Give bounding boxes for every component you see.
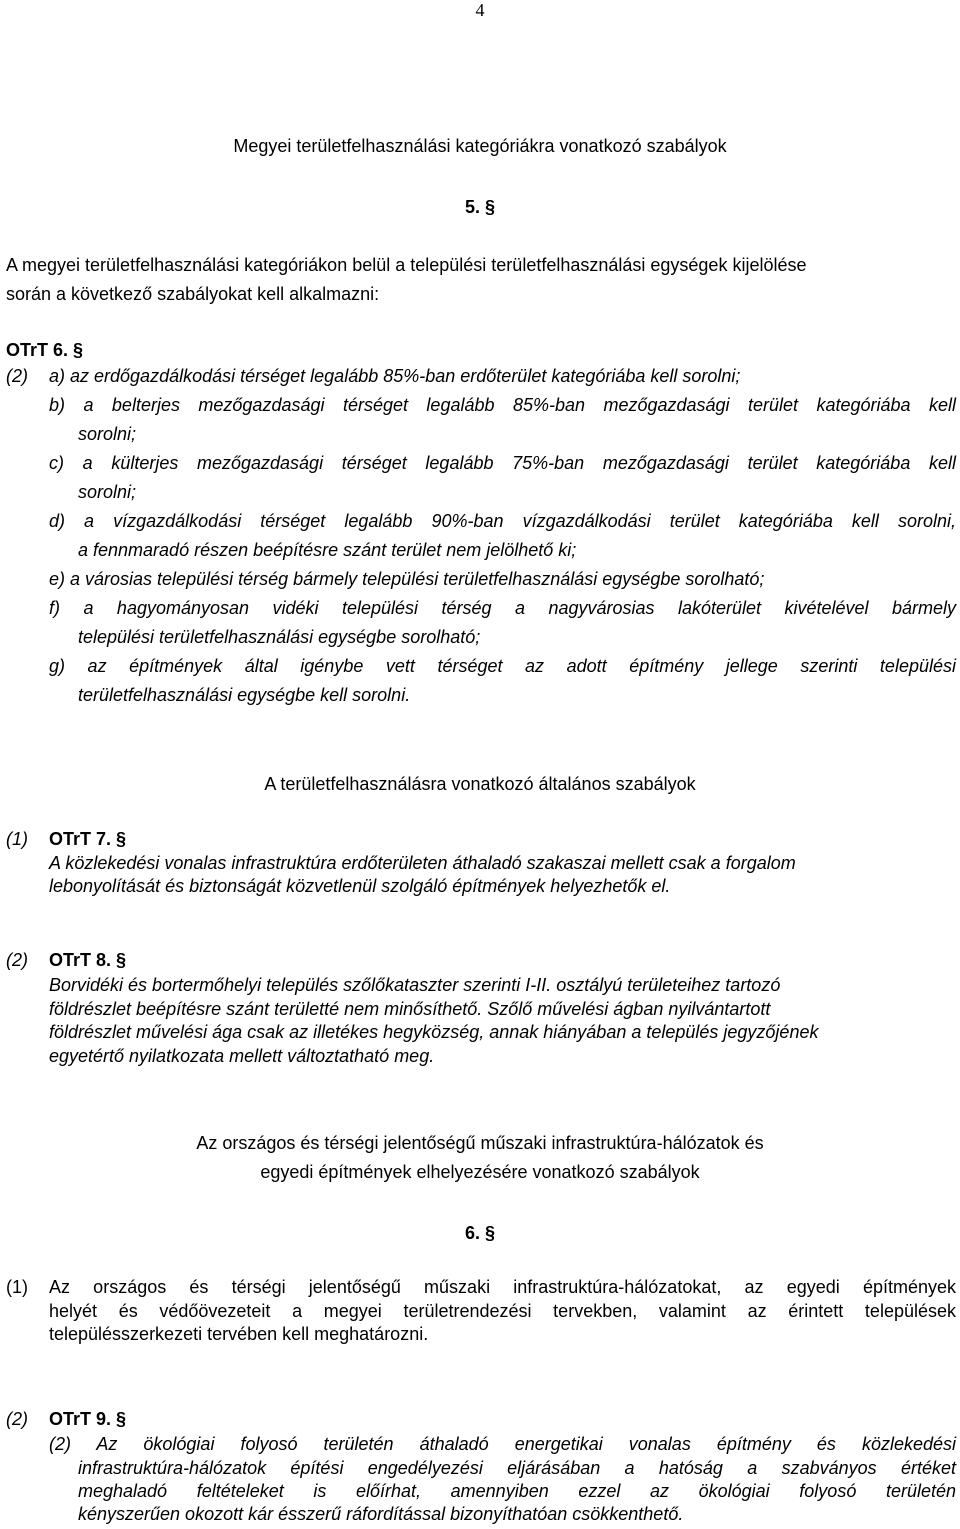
- otrt6-reference: OTrT 6. §: [6, 340, 84, 360]
- para6-subsection1-number: (1): [6, 1277, 28, 1297]
- otrt8-subsection-number: (2): [6, 950, 28, 970]
- infrastructure-heading-line2: egyedi építmények elhelyezésére vonatkozó szabályok: [260, 1162, 700, 1182]
- otrt8-line3: földrészlet művelési ága csak az illetékes hegyközség, annak hiányában a település jegyzőjének: [49, 1022, 819, 1042]
- otrt9-line2: infrastruktúra-hálózatok építési engedélyezési eljárásában a hatóság a szabványos értéket: [78, 1458, 956, 1478]
- otrt8-reference: OTrT 8. §: [49, 950, 127, 970]
- para6-subsection1-line2: helyét és védőövezeteit a megyei területrendezési tervekben, valamint az érintett települések: [49, 1301, 956, 1321]
- otrt6-item-f-line2: települési területfelhasználási egységbe sorolható;: [78, 627, 481, 647]
- otrt9-line4: kényszerűen okozott kár ésszerű ráfordítással bizonyíthatóan csökkenthető.: [78, 1504, 684, 1524]
- otrt6-item-c-line1: c) a külterjes mezőgazdasági térséget legalább 75%-ban mezőgazdasági terület kategóriába kell: [49, 453, 956, 473]
- para6-subsection1-line3: településszerkezeti tervében kell meghatározni.: [49, 1324, 429, 1344]
- otrt6-item-c-line2: sorolni;: [78, 482, 137, 502]
- paragraph-5-number: 5. §: [464, 197, 496, 217]
- para5-intro-line1: A megyei területfelhasználási kategóriákon belül a települési területfelhasználási egységek kijelölése: [6, 255, 807, 275]
- otrt9-reference: OTrT 9. §: [49, 1409, 127, 1429]
- otrt8-line2: földrészlet beépítésre szánt területté nem minősíthető. Szőlő művelési ágban nyilvántartott: [49, 999, 771, 1019]
- otrt6-item-b-line1: b) a belterjes mezőgazdasági térséget legalább 85%-ban mezőgazdasági terület kategóriába kell: [49, 395, 956, 415]
- otrt6-item-e: e) a városias települési térség bármely települési területfelhasználási egységbe sorolható;: [49, 569, 765, 589]
- otrt6-item-f-line1: f) a hagyományosan vidéki települési térség a nagyvárosias lakóterület kivételével bármely: [49, 598, 956, 618]
- otrt7-reference: OTrT 7. §: [49, 829, 127, 849]
- otrt6-item-g-line2: területfelhasználási egységbe kell sorolni.: [78, 685, 411, 705]
- otrt9-line3: meghaladó feltételeket is előírhat, amennyiben ezzel az ökológiai folyosó területén: [78, 1481, 956, 1501]
- otrt9-subsection-number: (2): [6, 1409, 28, 1429]
- para5-intro-line2: során a következő szabályokat kell alkalmazni:: [6, 284, 380, 304]
- para6-subsection1-line1: Az országos és térségi jelentőségű műszaki infrastruktúra-hálózatokat, az egyedi építmények: [49, 1277, 956, 1297]
- otrt7-subsection-number: (1): [6, 829, 28, 849]
- otrt6-item-g-line1: g) az építmények által igénybe vett térséget az adott építmény jellege szerinti települési: [49, 656, 956, 676]
- otrt6-item-b-line2: sorolni;: [78, 424, 137, 444]
- paragraph-6-number: 6. §: [464, 1223, 496, 1243]
- general-rules-heading: A területfelhasználásra vonatkozó általános szabályok: [264, 774, 696, 794]
- otrt6-item-d-line2: a fennmaradó részen beépítésre szánt terület nem jelölhető ki;: [78, 540, 577, 560]
- otrt7-line2: lebonyolítását és biztonságát közvetlenül szolgáló építmények helyezhetők el.: [49, 876, 671, 896]
- otrt8-line1: Borvidéki és bortermőhelyi település szőlőkataszter szerinti I-II. osztályú területeihez tartozó: [49, 975, 781, 995]
- otrt6-item-d-line1: d) a vízgazdálkodási térséget legalább 90%-ban vízgazdálkodási terület kategóriába kell sorolni,: [49, 511, 956, 531]
- otrt6-subsection-number: (2): [6, 366, 28, 386]
- page-number: 4: [475, 0, 485, 20]
- otrt8-line4: egyetértő nyilatkozata mellett változtatható meg.: [49, 1046, 435, 1066]
- section-heading: Megyei területfelhasználási kategóriákra vonatkozó szabályok: [233, 136, 727, 156]
- otrt9-line1: (2) Az ökológiai folyosó területén áthaladó energetikai vonalas építmény és közlekedési: [49, 1434, 956, 1454]
- infrastructure-heading-line1: Az országos és térségi jelentőségű műszaki infrastruktúra-hálózatok és: [196, 1133, 764, 1153]
- otrt6-item-a: a) az erdőgazdálkodási térséget legalább 85%-ban erdőterület kategóriába kell sorolni;: [49, 366, 741, 386]
- otrt7-line1: A közlekedési vonalas infrastruktúra erdőterületen áthaladó szakaszai mellett csak a forgalom: [49, 853, 796, 873]
